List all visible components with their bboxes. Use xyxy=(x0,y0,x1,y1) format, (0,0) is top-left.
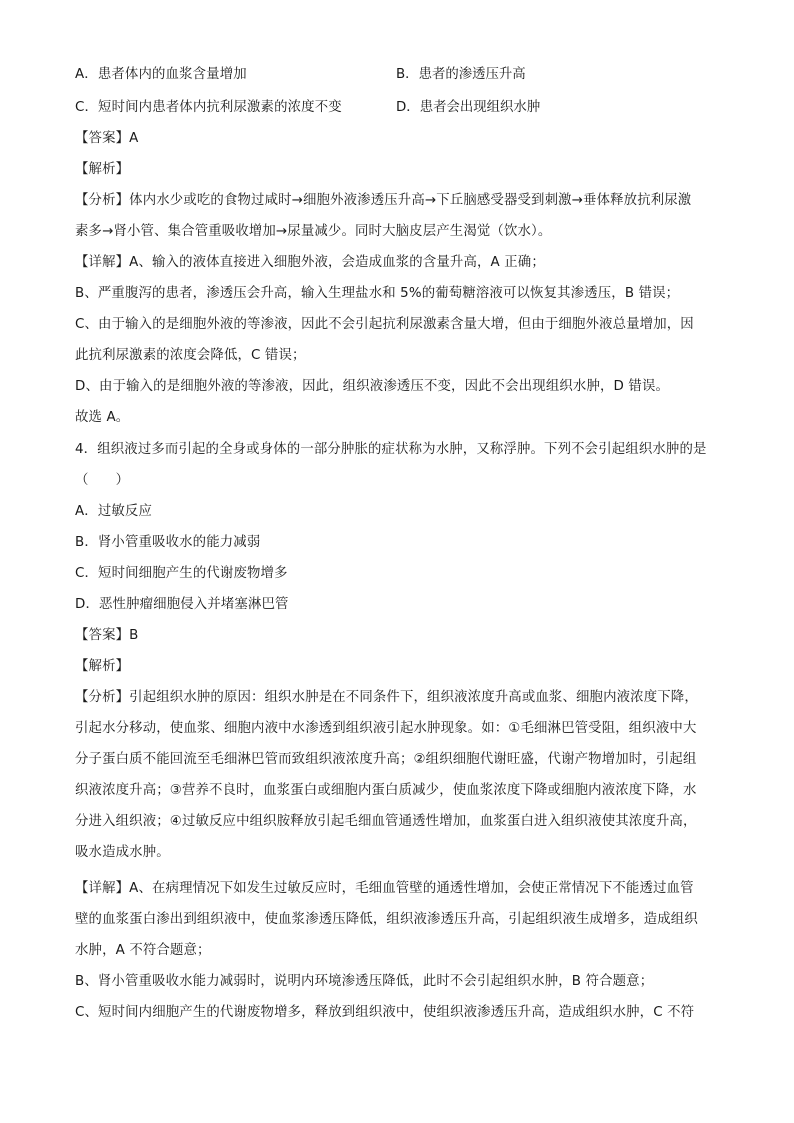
q3-option-c: C．短时间内患者体内抗利尿激素的浓度不变 xyxy=(75,100,342,115)
q4-option-a: A．过敏反应 xyxy=(75,504,153,519)
q4-analysis-line: 【分析】引起组织水肿的原因：组织水肿是在不同条件下，组织液浓度升高或血浆、细胞内液浓度下降， xyxy=(75,690,698,705)
q4-option-d: D．恶性肿瘤细胞侵入并堵塞淋巴管 xyxy=(75,597,289,612)
q4-option-b: B．肾小管重吸收水的能力减弱 xyxy=(75,535,261,550)
q4-detail-line: 壁的血浆蛋白渗出到组织液中，使血浆渗透压降低，组织液渗透压升高，引起组织液生成增多，造成组织 xyxy=(75,912,698,927)
q3-detail-line: 【详解】A、输入的液体直接进入细胞外液，会造成血浆的含量升高，A 正确； xyxy=(75,255,545,270)
q4-analysis-line: 织液浓度升高；③营养不良时，血浆蛋白或细胞内蛋白质减少，使血浆浓度下降或细胞内液浓度下降，水 xyxy=(75,783,697,798)
q4-analysis-line: 分子蛋白质不能回流至毛细淋巴管而致组织液浓度升高；②组织细胞代谢旺盛，代谢产物增加时，引起组 xyxy=(75,752,697,767)
q3-analysis-line: 【分析】体内水少或吃的食物过咸时→细胞外液渗透压升高→下丘脑感受器受到刺激→垂体释放抗利尿激 xyxy=(75,193,692,208)
q3-detail-line: D、由于输入的是细胞外液的等渗液，因此，组织液渗透压不变，因此不会出现组织水肿，D 错误。 xyxy=(75,379,670,394)
q3-conclusion: 故选 A。 xyxy=(75,410,130,425)
q3-answer: 【答案】A xyxy=(75,131,139,146)
q4-analysis-line: 引起水分移动，使血浆、细胞内液中水渗透到组织液引起水肿现象。如：①毛细淋巴管受阻，组织液中大 xyxy=(75,721,697,736)
q4-analysis-line: 分进入组织液；④过敏反应中组织胺释放引起毛细血管通透性增加，血浆蛋白进入组织液使其浓度升高， xyxy=(75,814,697,829)
q3-detail-line: B、严重腹泻的患者，渗透压会升高，输入生理盐水和 5%的葡萄糖溶液可以恢复其渗透压，B 错误； xyxy=(75,286,680,301)
q3-detail-line: C、由于输入的是细胞外液的等渗液，因此不会引起抗利尿激素含量大增，但由于细胞外液总量增加，因 xyxy=(75,317,694,332)
q3-option-a: A．患者体内的血浆含量增加 xyxy=(75,67,247,82)
q4-option-c: C．短时间细胞产生的代谢废物增多 xyxy=(75,566,288,581)
q4-analysis-line: 吸水造成水肿。 xyxy=(75,845,170,860)
q3-detail-line: 此抗利尿激素的浓度会降低，C 错误； xyxy=(75,348,306,363)
q4-detail-line: 【详解】A、在病理情况下如发生过敏反应时，毛细血管壁的通透性增加，会使正常情况下不能透过血管 xyxy=(75,881,694,896)
q4-stem-line: 4．组织液过多而引起的全身或身体的一部分肿胀的症状称为水肿，又称浮肿。下列不会引起组织水肿的是 xyxy=(75,442,707,457)
q4-detail-line: B、肾小管重吸收水能力减弱时，说明内环境渗透压降低，此时不会引起组织水肿，B 符合题意； xyxy=(75,974,654,989)
q3-option-d: D．患者会出现组织水肿 xyxy=(396,100,541,115)
q4-stem-blank: （ ） xyxy=(75,473,130,488)
q3-analysis-heading: 【解析】 xyxy=(75,162,130,177)
q4-detail-line: C、短时间内细胞产生的代谢废物增多，释放到组织液中，使组织液渗透压升高，造成组织水肿，C 不符 xyxy=(75,1005,695,1020)
q4-analysis-heading: 【解析】 xyxy=(75,659,130,674)
q4-detail-line: 水肿，A 不符合题意； xyxy=(75,943,211,958)
q4-answer: 【答案】B xyxy=(75,628,139,643)
q3-analysis-line: 素多→肾小管、集合管重吸收增加→尿量减少。同时大脑皮层产生渴觉（饮水）。 xyxy=(75,224,552,239)
q3-option-b: B．患者的渗透压升高 xyxy=(396,67,526,82)
